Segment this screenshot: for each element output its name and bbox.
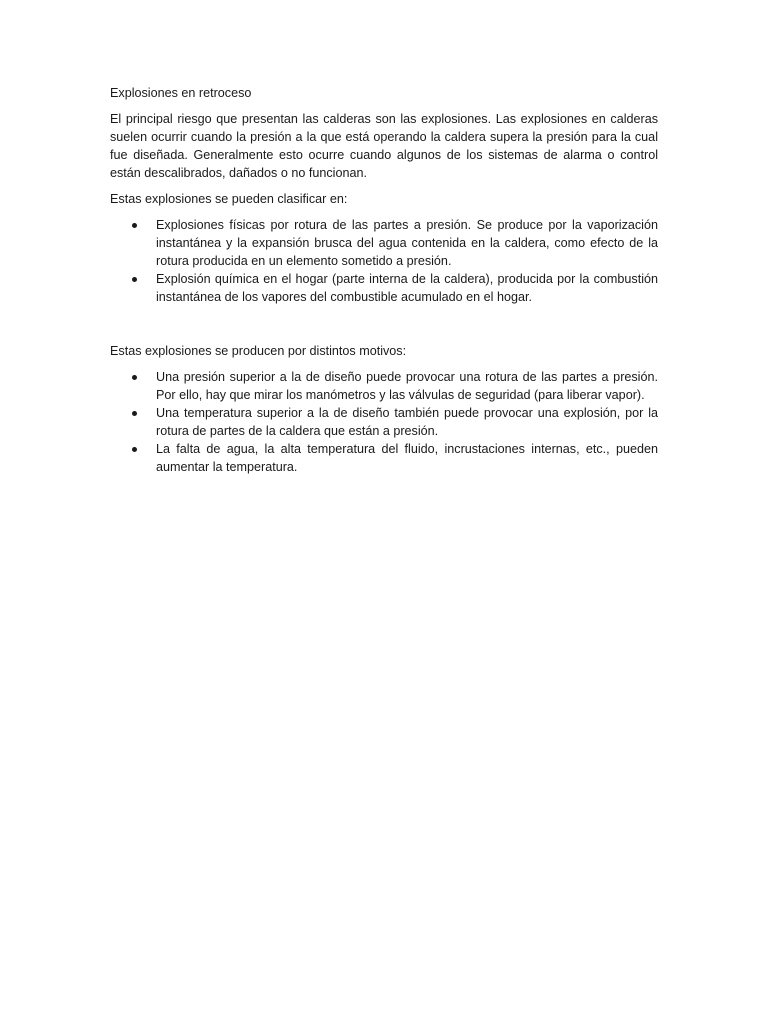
classify-list (110, 216, 658, 306)
list-item (110, 440, 658, 476)
list-item-text: La falta de agua, la alta temperatura del fluido, incrustaciones internas, etc., pueden aumentar la temperatura. (156, 442, 658, 474)
list-item-text: Explosiones físicas por rotura de las partes a presión. Se produce por la vaporización instantánea y la expansión brusca del agua contenida en la caldera, como efecto de la rotura producida en un elemento sometido a presión. (156, 218, 658, 268)
bullet-icon (132, 411, 137, 416)
list-item (110, 404, 658, 440)
bullet-icon (132, 277, 137, 282)
section-spacer (110, 306, 658, 342)
intro-paragraph: El principal riesgo que presentan las calderas son las explosiones. Las explosiones en calderas suelen ocurrir cuando la presión a la que está operando la caldera supera la presión para la cual fue diseñada. Generalmente esto ocurre cuando algunos de los sistemas de alarma o control están descalibrados, dañados o no funcionan. (110, 112, 658, 180)
list-item (110, 368, 658, 404)
bullet-icon (132, 447, 137, 452)
bullet-icon (132, 375, 137, 380)
list-item (110, 270, 658, 306)
list-item-text: Una presión superior a la de diseño puede provocar una rotura de las partes a presión. Por ello, hay que mirar los manómetros y las válvulas de seguridad (para liberar vapor). (156, 370, 658, 402)
list-item-text: Explosión química en el hogar (parte interna de la caldera), producida por la combustión instantánea de los vapores del combustible acumulado en el hogar. (156, 272, 658, 304)
classify-heading: Estas explosiones se pueden clasificar en: (110, 192, 348, 206)
causes-heading: Estas explosiones se producen por distintos motivos: (110, 344, 407, 358)
causes-list (110, 368, 658, 476)
list-item-text: Una temperatura superior a la de diseño también puede provocar una explosión, por la rotura de partes de la caldera que están a presión. (156, 406, 658, 438)
document-title: Explosiones en retroceso (110, 86, 252, 100)
bullet-icon (132, 223, 137, 228)
document-page (110, 84, 658, 476)
list-item (110, 216, 658, 270)
